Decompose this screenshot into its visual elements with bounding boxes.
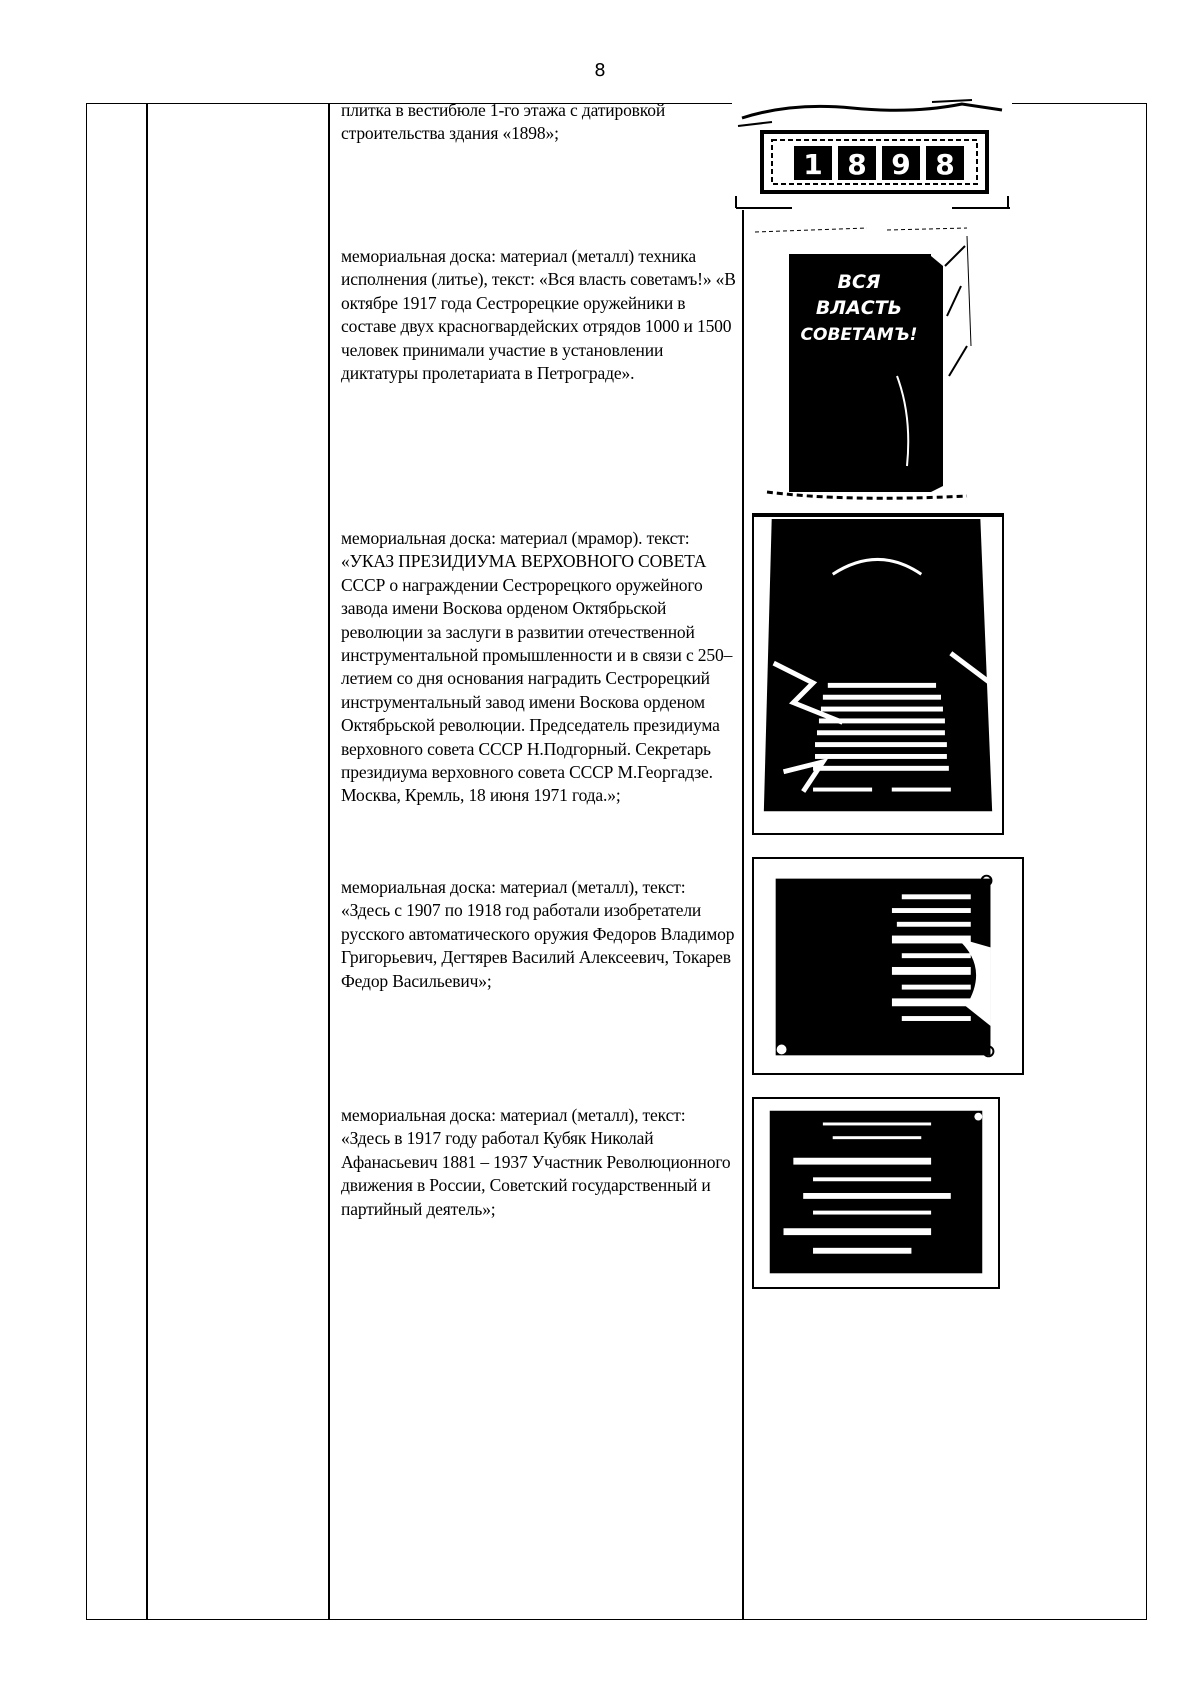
svg-text:ВЛАСТЬ: ВЛАСТЬ bbox=[815, 297, 903, 319]
power-to-soviets-plaque-photo bbox=[747, 226, 977, 508]
inventors-plaque-photo bbox=[752, 857, 1024, 1075]
column-divider bbox=[328, 104, 330, 1619]
page-number: 8 bbox=[594, 60, 606, 81]
svg-text:8: 8 bbox=[847, 148, 867, 181]
svg-text:1: 1 bbox=[803, 148, 823, 181]
svg-text:ВСЯ: ВСЯ bbox=[837, 271, 881, 293]
marble-decree-plaque-photo bbox=[752, 513, 1004, 835]
svg-text:8: 8 bbox=[935, 148, 955, 181]
kubyak-plaque-photo bbox=[752, 1097, 1000, 1289]
svg-text:СОВЕТАМЪ!: СОВЕТАМЪ! bbox=[800, 325, 918, 345]
tile-1898-photo bbox=[732, 96, 1012, 210]
column-divider bbox=[146, 104, 148, 1619]
object-description: мемориальная доска: материал (металл), текст: «Здесь в 1917 году работал Кубяк Николай Афанасьевич 1881 – 1937 Участник Революционного движения в России, Советский государственный и партийный деятель»; bbox=[341, 1105, 731, 1219]
object-description: мемориальная доска: материал (металл), текст: «Здесь с 1907 по 1918 год работали изобретатели русского автоматического оружия Федоров Владимор Григорьевич, Дегтярев Василий Алексеевич, Токарев Федор Васильевич»; bbox=[341, 877, 735, 991]
object-description: мемориальная доска: материал (металл) техника исполнения (литье), текст: «Вся власть советамъ!» «В октябре 1917 года Сестрорецкие оружейники в составе двух красногвардейских отрядов 1000 и 1500 человек принимали участие в установлении диктатуры пролетариата в Петрограде». bbox=[341, 246, 736, 384]
column-divider bbox=[742, 104, 744, 1619]
object-description: мемориальная доска: материал (мрамор). текст: «УКАЗ ПРЕЗИДИУМА ВЕРХОВНОГО СОВЕТА СССР о награждении Сестрорецкого оружейного завода имени Воскова орденом Октябрьской революции за заслуги в развитии отечественной инструментальной промышленности и в связи с 250–летием со дня основания наградить Сестрорецкий инструментальный завод имени Воскова орденом Октябрьской революции. Председатель президиума верховного совета СССР Н.Подгорный. Секретарь президиума верховного совета СССР М.Георгадзе. Москва, Кремль, 18 июня 1971 года.»; bbox=[341, 528, 733, 806]
svg-text:9: 9 bbox=[891, 148, 911, 181]
register-table bbox=[86, 100, 1147, 1620]
object-description: плитка в вестибюле 1-го этажа с датировкой строительства здания «1898»; bbox=[341, 100, 666, 144]
